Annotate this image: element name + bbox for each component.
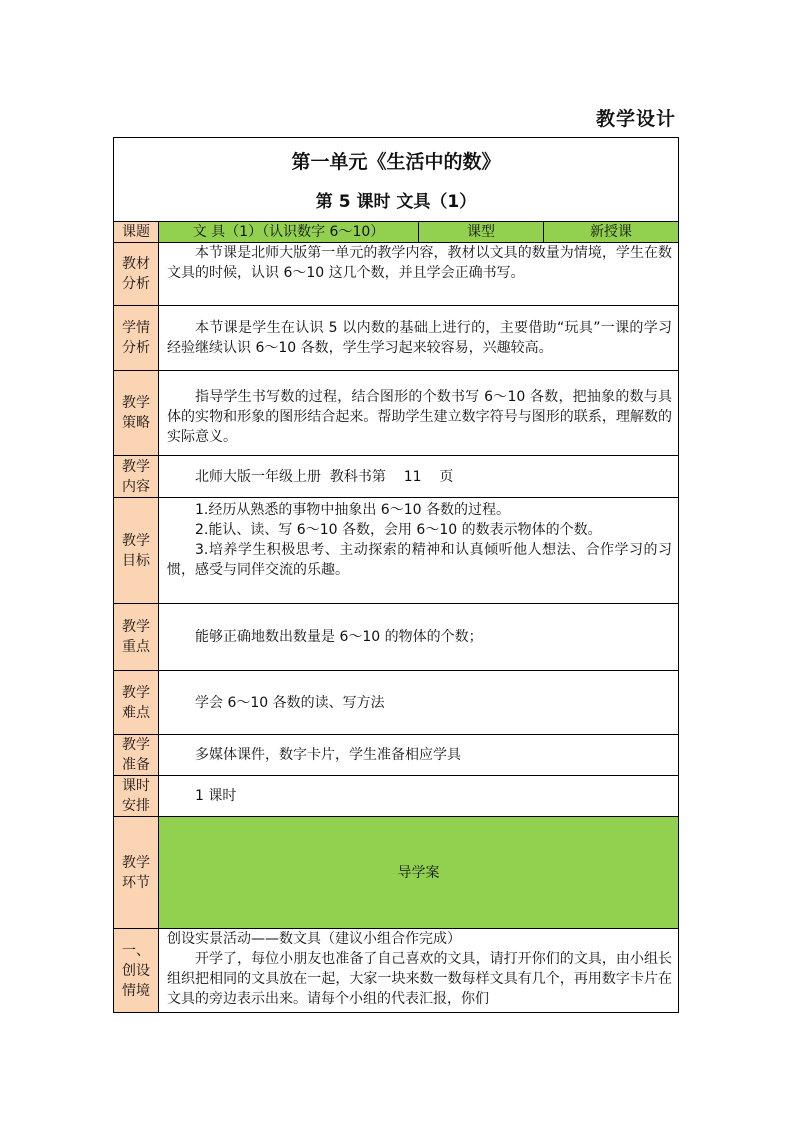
lesson-type-label: 课型 [419,222,544,243]
step-one-body: 开学了，每位小朋友也准备了自己喜欢的文具，请打开你们的文具，由小组长组织把相同的文具放在一起，大家一块来数一数每样文具有几个，再用数字卡片在文具的旁边表示出来。请每个小组的代表汇报，你们 [167,951,673,1007]
key-point-row [114,604,679,671]
guided-learning-plan: 导学案 [159,817,679,929]
difficulty-label: 教学 难点 [114,671,159,735]
topic-row [114,222,679,243]
preparation-row [114,735,679,776]
teaching-process-label: 教学 环节 [114,817,159,929]
learner-analysis-text: 本节课是学生在认识 5 以内数的基础上进行的，主要借助“玩具”一课的学习经验继续认识 6～10 各数，学生学习起来较容易，兴趣较高。 [159,306,679,371]
goal-item: 1.经历从熟悉的事物中抽象出 6～10 各数的过程。 [195,502,510,518]
class-hours-label: 课时 安排 [114,776,159,817]
teaching-strategy-row [114,371,679,456]
header-cell [114,138,679,222]
lesson-type-value: 新授课 [544,222,679,243]
difficulty-text: 学会 6～10 各数的读、写方法 [159,671,679,735]
goal-item: 3.培养学生积极思考、主动探索的精神和认真倾听他人想法、合作学习的习惯，感受与同伴交流的乐趣。 [167,542,673,578]
learner-analysis-label: 学情 分析 [114,306,159,371]
preparation-text: 多媒体课件，数字卡片，学生准备相应学具 [159,735,679,776]
learner-analysis-row [114,306,679,371]
unit-title: 第一单元《生活中的数》 [291,150,501,173]
step-one-title: 创设实景活动——数文具（建议小组合作完成） [167,931,461,947]
material-analysis-row [114,243,679,306]
key-point-text: 能够正确地数出数量是 6～10 的物体的个数； [159,604,679,671]
teaching-process-row [114,817,679,929]
teaching-content-label: 教学 内容 [114,456,159,498]
step-one-label: 一、 创设 情境 [114,929,159,1013]
teaching-content-row [114,456,679,498]
teaching-goals-list [159,498,679,604]
header-row [114,138,679,222]
difficulty-row [114,671,679,735]
teaching-strategy-label: 教学 策略 [114,371,159,456]
teaching-content-text: 北师大版一年级上册 教科书第 11 页 [159,456,679,498]
step-one-text [159,929,679,1013]
teaching-goals-label: 教学 目标 [114,498,159,604]
material-analysis-label: 教材 分析 [114,243,159,306]
teaching-strategy-text: 指导学生书写数的过程，结合图形的个数书写 6～10 各数，把抽象的数与具体的实物和形象的图形结合起来。帮助学生建立数字符号与图形的联系，理解数的实际意义。 [159,371,679,456]
preparation-label: 教学 准备 [114,735,159,776]
document-title: 教学设计 [596,108,677,130]
step-one-row [114,929,679,1013]
class-hours-text: 1 课时 [159,776,679,817]
lesson-title: 第 5 课时 文具（1） [315,191,477,212]
lesson-plan-table [113,137,679,1013]
class-hours-row [114,776,679,817]
material-analysis-text: 本节课是北师大版第一单元的教学内容，教材以文具的数量为情境，学生在数文具的时候，认识 6～10 这几个数，并且学会正确书写。 [159,243,679,306]
goal-item: 2.能认、读、写 6～10 各数，会用 6～10 的数表示物体的个数。 [195,522,602,538]
key-point-label: 教学 重点 [114,604,159,671]
teaching-goals-row [114,498,679,604]
topic-value: 文 具（1）（认识数字 6～10） [159,222,419,243]
topic-label: 课题 [114,222,159,243]
